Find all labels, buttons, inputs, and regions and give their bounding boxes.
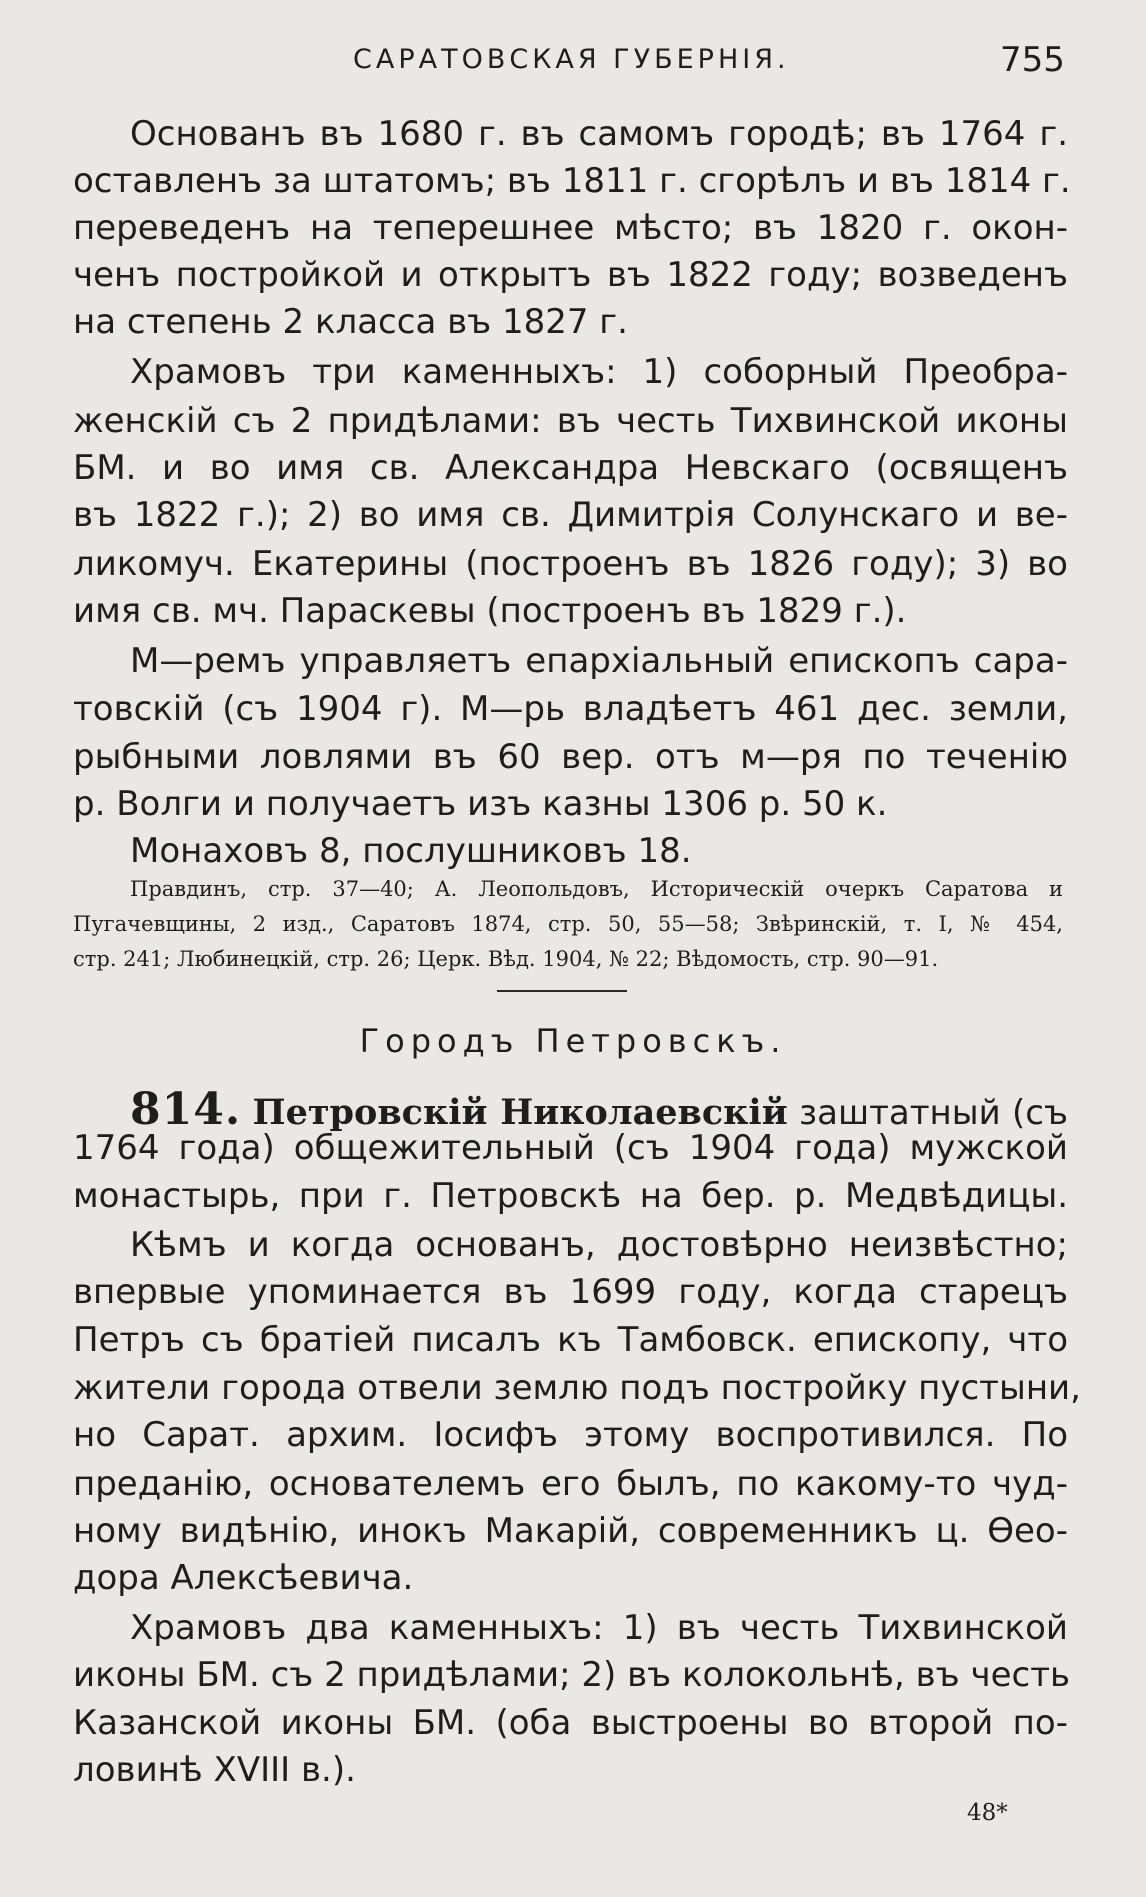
text-line: въ 1822 г.); 2) во имя св. Димитрія Солунскаго и ве- <box>73 495 1068 535</box>
sources-line: Пугачевщины, 2 изд., Саратовъ 1874, стр. 50, 55—58; Звѣринскій, т. I, № 454, <box>73 912 1063 936</box>
text-line: Кѣмъ и когда основанъ, достовѣрно неизвѣстно; <box>130 1225 1068 1265</box>
text-line: Монаховъ 8, послушниковъ 18. <box>130 831 692 871</box>
page-number: 755 <box>1000 40 1065 80</box>
text-line: Петръ съ братіей писалъ къ Тамбовск. епископу, что <box>73 1320 1068 1360</box>
text-line: Основанъ въ 1680 г. въ самомъ городѣ; въ 1764 г. <box>130 114 1068 154</box>
text-line: р. Волги и получаетъ изъ казны 1306 р. 50 к. <box>73 784 888 824</box>
text-line: БМ. и во имя св. Александра Невскаго (освященъ <box>73 448 1068 488</box>
text-line: жители города отвели землю подъ постройку пустыни, <box>73 1368 1081 1408</box>
text-line: Храмовъ два каменныхъ: 1) въ честь Тихвинской <box>130 1608 1068 1648</box>
text-line: Казанской иконы БМ. (оба выстроены во второй по- <box>73 1703 1068 1743</box>
text-line: впервые упоминается въ 1699 году, когда старецъ <box>73 1272 1068 1312</box>
text-line: преданію, основателемъ его былъ, по какому-то чуд- <box>73 1464 1068 1504</box>
text-line: ному видѣнію, инокъ Макарій, современникъ ц. Ѳео- <box>73 1511 1068 1551</box>
text-line: ловинѣ XVIII в.). <box>73 1750 356 1790</box>
entry-number: 814. <box>130 1084 242 1135</box>
text-line: имя св. мч. Параскевы (построенъ въ 1829 г.). <box>73 591 907 631</box>
section-heading: Городъ Петровскъ. <box>359 1022 787 1060</box>
text-line: рыбными ловлями въ 60 вер. отъ м—ря по теченію <box>73 737 1068 777</box>
text-line: М—ремъ управляетъ епархіальный епископъ сара- <box>130 641 1068 681</box>
running-title: САРАТОВСКАЯ ГУБЕРНІЯ. <box>353 44 790 75</box>
text-line: переведенъ на теперешнее мѣсто; въ 1820 г. окон- <box>73 208 1068 248</box>
section-divider <box>497 990 627 992</box>
text-line: ченъ постройкой и открытъ въ 1822 году; возведенъ <box>73 255 1068 295</box>
text-line: но Сарат. архим. Іосифъ этому воспротивился. По <box>73 1415 1068 1455</box>
text-line: Храмовъ три каменныхъ: 1) соборный Преобра- <box>130 352 1068 392</box>
text-line: 1764 года) общежительный (съ 1904 года) мужской <box>73 1128 1068 1168</box>
sources-line: Правдинъ, стр. 37—40; А. Леопольдовъ, Историческій очеркъ Саратова и <box>130 877 1063 901</box>
text-line: женскій съ 2 придѣлами: въ честь Тихвинской иконы <box>73 401 1068 441</box>
text-line: оставленъ за штатомъ; въ 1811 г. сгорѣлъ и въ 1814 г. <box>73 161 1071 201</box>
text-line: ликомуч. Екатерины (построенъ въ 1826 году); 3) во <box>73 544 1068 584</box>
text-line: товскій (съ 1904 г). М—рь владѣетъ 461 дес. земли, <box>73 689 1068 729</box>
printer-signature-mark: 48* <box>967 1800 1008 1826</box>
sources-line: стр. 241; Любинецкій, стр. 26; Церк. Вѣд. 1904, № 22; Вѣдомость, стр. 90—91. <box>73 947 939 971</box>
entry-name: Петровскій Николаевскій <box>252 1092 788 1133</box>
text-line: монастырь, при г. Петровскѣ на бер. р. Медвѣдицы. <box>73 1176 1068 1216</box>
text-line: иконы БМ. съ 2 придѣлами; 2) въ колокольнѣ, въ честь <box>73 1655 1071 1695</box>
entry-heading-rest: заштатный (съ <box>799 1093 1069 1133</box>
page-header <box>0 40 1146 90</box>
text-line: на степень 2 класса въ 1827 г. <box>73 302 628 342</box>
text-line: дора Алексѣевича. <box>73 1558 414 1598</box>
